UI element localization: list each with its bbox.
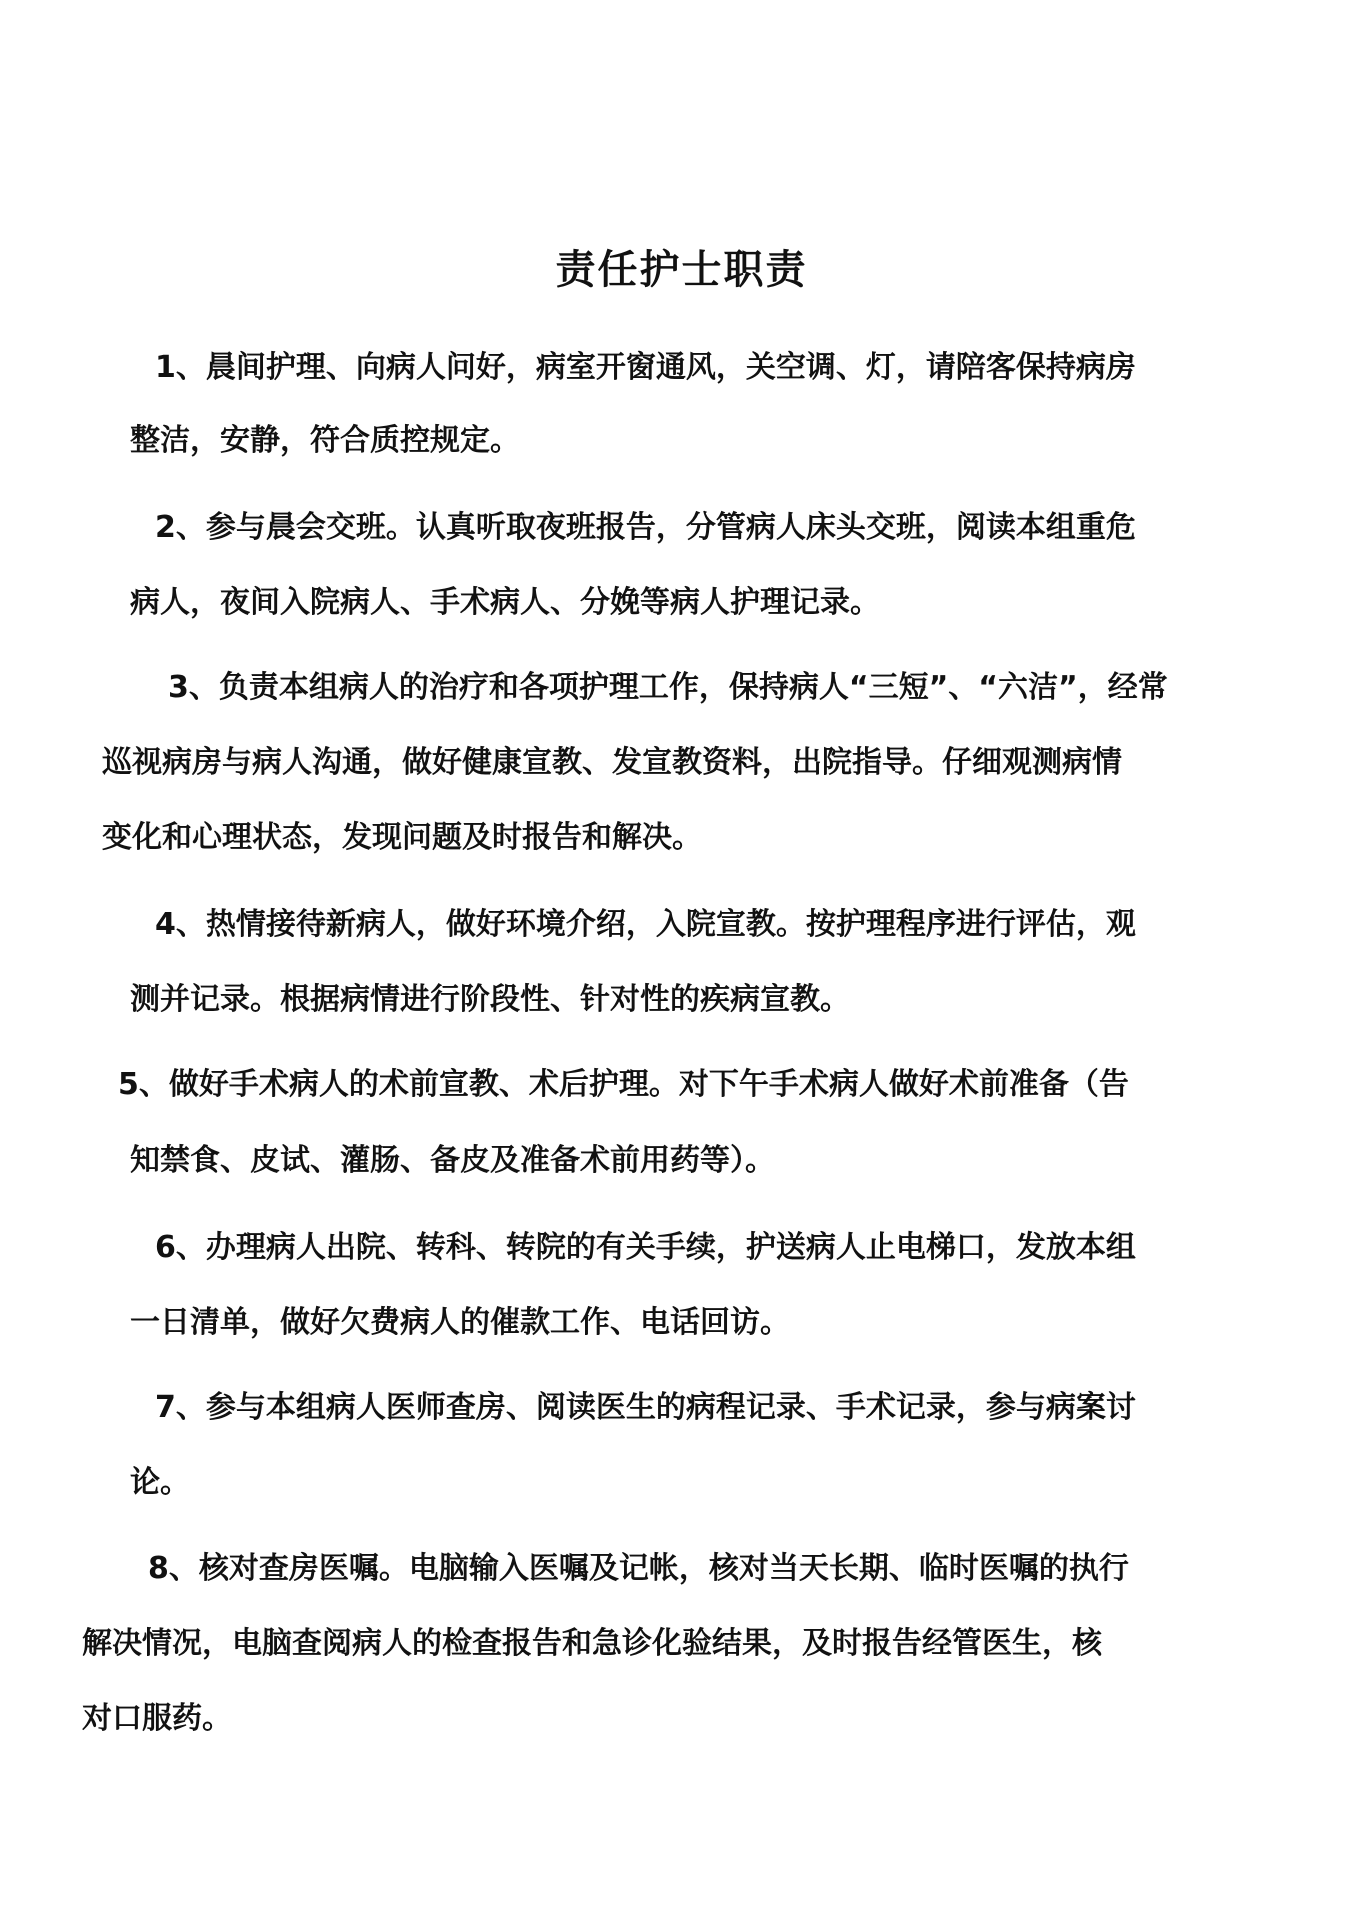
document-title: 责任护士职责 xyxy=(555,247,808,293)
item-2-line-1: 2、参与晨会交班。认真听取夜班报告，分管病人床头交班，阅读本组重危 xyxy=(155,510,1136,545)
item-8-line-1: 8、核对查房医嘱。电脑输入医嘱及记帐，核对当天长期、临时医嘱的执行 xyxy=(148,1551,1129,1586)
item-8-line-3: 对口服药。 xyxy=(82,1701,232,1736)
item-4-line-1: 4、热情接待新病人，做好环境介绍，入院宣教。按护理程序进行评估，观 xyxy=(155,907,1136,942)
item-6-line-2: 一日清单，做好欠费病人的催款工作、电话回访。 xyxy=(130,1305,790,1340)
item-7-line-2: 论。 xyxy=(130,1465,190,1500)
item-3-line-2: 巡视病房与病人沟通，做好健康宣教、发宣教资料，出院指导。仔细观测病情 xyxy=(102,745,1122,780)
item-8-line-2: 解决情况，电脑查阅病人的检查报告和急诊化验结果，及时报告经管医生，核 xyxy=(82,1626,1102,1661)
item-1-line-2: 整洁，安静，符合质控规定。 xyxy=(130,423,520,458)
item-5-line-2: 知禁食、皮试、灌肠、备皮及准备术前用药等）。 xyxy=(130,1143,775,1178)
item-3-line-1: 3、负责本组病人的治疗和各项护理工作，保持病人“三短”、“六洁”，经常 xyxy=(168,670,1168,705)
item-1-line-1: 1、晨间护理、向病人问好，病室开窗通风，关空调、灯，请陪客保持病房 xyxy=(155,350,1136,385)
item-3-line-3: 变化和心理状态，发现问题及时报告和解决。 xyxy=(102,820,702,855)
item-4-line-2: 测并记录。根据病情进行阶段性、针对性的疾病宣教。 xyxy=(130,982,850,1017)
item-7-line-1: 7、参与本组病人医师查房、阅读医生的病程记录、手术记录，参与病案讨 xyxy=(155,1390,1136,1425)
item-5-line-1: 5、做好手术病人的术前宣教、术后护理。对下午手术病人做好术前准备（告 xyxy=(118,1067,1129,1102)
item-2-line-2: 病人，夜间入院病人、手术病人、分娩等病人护理记录。 xyxy=(130,585,880,620)
item-6-line-1: 6、办理病人出院、转科、转院的有关手续，护送病人止电梯口，发放本组 xyxy=(155,1230,1136,1265)
